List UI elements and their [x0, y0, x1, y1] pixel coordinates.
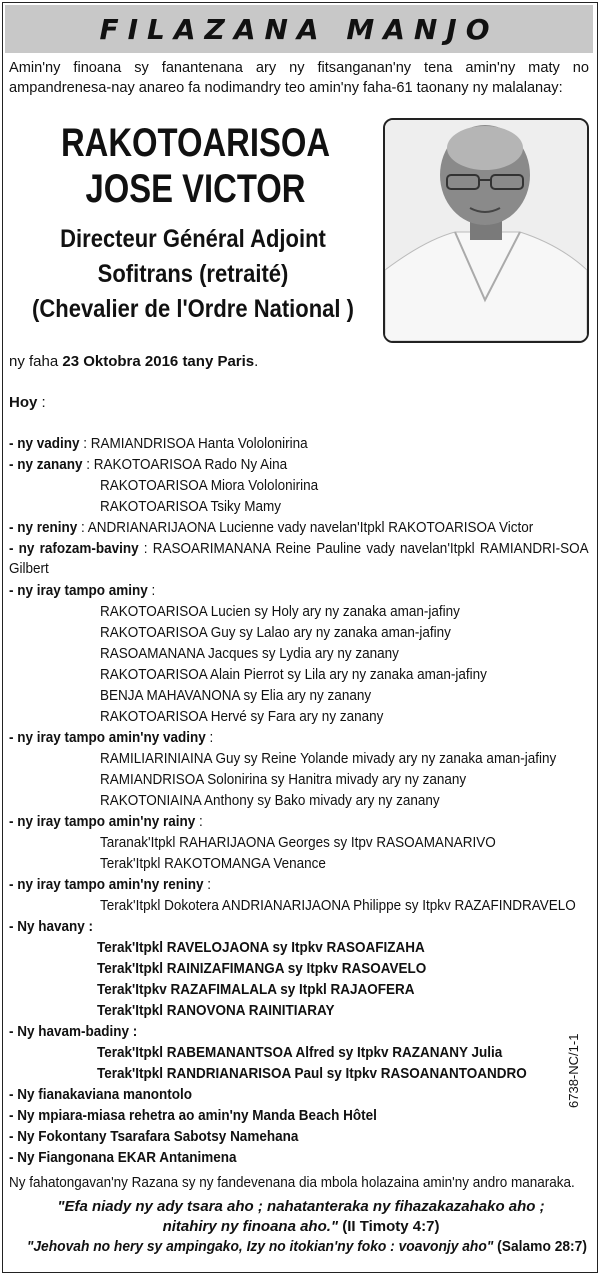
tampo-rainy-heading: - ny iray tampo amin'ny rainy :: [9, 813, 203, 830]
tampo-vady-item: RAKOTONIAINA Anthony sy Bako mivady ary ny zanany: [100, 792, 440, 809]
obituary-notice: [2, 2, 598, 1273]
havam-badiny-item: Terak'Itpkl RANDRIANARISOA Paul sy Itpkv RASOANANTOANDRO: [97, 1065, 527, 1082]
notice-banner: FILAZANA MANJO: [5, 5, 593, 53]
other-mourner: - Ny Fiangonana EKAR Antanimena: [9, 1149, 237, 1166]
tampo-item: RASOAMANANA Jacques sy Lydia ary ny zanany: [100, 645, 399, 662]
deceased-title-2: Sofitrans (retraité): [97, 260, 289, 288]
havam-badiny-heading: - Ny havam-badiny :: [9, 1023, 138, 1040]
tampo-rainy-item: Taranak'Itpkl RAHARIJAONA Georges sy Itpv RASOAMANARIVO: [100, 834, 496, 851]
rafozam-line: - ny rafozam-baviny : RASOARIMANANA Reine Pauline vady navelan'Itpkl RAMIANDRI-SOA Gilbert: [9, 540, 589, 577]
intro-text: Amin'ny finoana sy fanantenana ary ny fitsanganan'ny tena amin'ny maty no ampandrenesa-nay anareo fa nodimandry teo amin'ny faha-61 taonany ny malalanay:: [9, 60, 589, 96]
bible-verse-1-line2: nitahiry ny finoana aho." (II Timoty 4:7): [162, 1218, 440, 1235]
deceased-title-1: Directeur Général Adjoint: [60, 225, 326, 253]
zanany-item: RAKOTOARISOA Miora Vololonirina: [100, 477, 319, 494]
tampo-item: RAKOTOARISOA Guy sy Lalao ary ny zanaka aman-jafiny: [100, 624, 451, 641]
tampo-item: BENJA MAHAVANONA sy Elia ary ny zanany: [100, 687, 372, 704]
tampo-vady-heading: - ny iray tampo amin'ny vadiny :: [9, 729, 214, 746]
bible-verse-2: "Jehovah no hery sy ampingako, Izy no itokian'ny foko : voavonjy aho" (Salamo 28:7): [26, 1238, 587, 1255]
reference-code: 6738-NC/1-1: [566, 1033, 581, 1108]
tampo-reniny-heading: - ny iray tampo amin'ny reniny :: [9, 876, 212, 893]
funeral-notice: Ny fahatongavan'ny Razana sy ny fandevenana dia mbola holazaina amin'ny andro manaraka.: [9, 1174, 575, 1191]
tampo-item: RAKOTOARISOA Hervé sy Fara ary ny zanany: [100, 708, 384, 725]
havany-item: Terak'Itpkl RAINIZAFIMANGA sy Itpkv RASOAVELO: [97, 960, 427, 977]
tampo-item: RAKOTOARISOA Alain Pierrot sy Lila ary ny zanaka aman-jafiny: [100, 666, 487, 683]
tampo-item: RAKOTOARISOA Lucien sy Holy ary ny zanaka aman-jafiny: [100, 603, 460, 620]
vadiny-line: - ny vadiny : RAMIANDRISOA Hanta Vololonirina: [9, 435, 308, 452]
havany-item: Terak'Itpkv RAZAFIMALALA sy Itpkl RAJAOFERA: [97, 981, 415, 998]
havany-item: Terak'Itpkl RAVELOJAONA sy Itpkv RASOAFIZAHA: [97, 939, 425, 956]
hoy-line: Hoy :: [9, 394, 46, 411]
reniny-line: - ny reniny : ANDRIANARIJAONA Lucienne vady navelan'Itpkl RAKOTOARISOA Victor: [9, 519, 534, 536]
other-mourner: - Ny fianakaviana manontolo: [9, 1086, 193, 1103]
deceased-name-line1: RAKOTOARISOA: [60, 121, 331, 165]
deceased-photo: [383, 118, 589, 343]
other-mourner: - Ny Fokontany Tsarafara Sabotsy Namehana: [9, 1128, 299, 1145]
havany-item: Terak'Itpkl RANOVONA RAINITIARAY: [97, 1002, 335, 1019]
havany-heading: - Ny havany :: [9, 918, 94, 935]
tampo-vady-item: RAMILIARINIAINA Guy sy Reine Yolande mivady ary ny zanaka aman-jafiny: [100, 750, 557, 767]
other-mourner: - Ny mpiara-miasa rehetra ao amin'ny Manda Beach Hôtel: [9, 1107, 377, 1124]
tampo-vady-item: RAMIANDRISOA Solonirina sy Hanitra mivady ary ny zanany: [100, 771, 467, 788]
bible-verse-1-line1: "Efa niady ny ady tsara aho ; nahatanteraka ny fihazakazahako aho ;: [57, 1198, 545, 1215]
tampo-reniny-item: Terak'Itpkl Dokotera ANDRIANARIJAONA Philippe sy Itpkv RAZAFINDRAVELO: [100, 897, 576, 914]
portrait-image: [385, 120, 587, 341]
death-line: ny faha 23 Oktobra 2016 tany Paris.: [9, 353, 259, 370]
zanany-item: RAKOTOARISOA Tsiky Mamy: [100, 498, 282, 515]
deceased-name-line2: JOSE VICTOR: [85, 167, 306, 211]
deceased-title-3: (Chevalier de l'Ordre National ): [32, 295, 354, 323]
tampo-heading: - ny iray tampo aminy :: [9, 582, 156, 599]
tampo-rainy-item: Terak'Itpkl RAKOTOMANGA Venance: [100, 855, 326, 872]
zanany-line: - ny zanany : RAKOTOARISOA Rado Ny Aina: [9, 456, 288, 473]
havam-badiny-item: Terak'Itpkl RABEMANANTSOA Alfred sy Itpkv RAZANANY Julia: [97, 1044, 503, 1061]
